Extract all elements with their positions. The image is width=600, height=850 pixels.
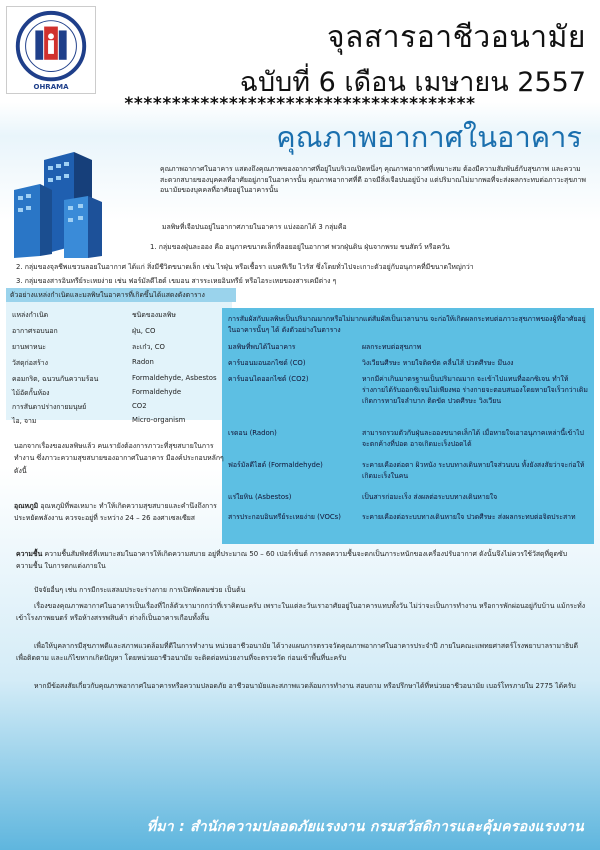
- table-cell: ไอ, จาม: [12, 417, 37, 425]
- table-cell: อากาศรอบนอก: [12, 327, 58, 335]
- table-cell: ฝุ่น, CO: [132, 327, 156, 335]
- source-credit: ที่มา : สำนักความปลอดภัยแรงงาน กรมสวัสดิการและคุ้มครองแรงงาน: [146, 819, 584, 835]
- pollutant-group-2: 2. กลุ่มของจุลชีพแขวนลอยในอากาศ ได้แก่ สิ่งมีชีวิตขนาดเล็ก เช่น ไรฝุ่น หรือเชื้อรา แบคทีเรีย ไวรัส ซึ่งโดยทั่วไปจะเกาะตัวอยู่กับอนุภาคที่มีขนาดใหญ่กว่า: [16, 263, 474, 271]
- table-header-cell: มลพิษที่พบได้ในอาคาร: [228, 343, 296, 351]
- body-paragraph-2: เพื่อให้บุคลากรมีสุขภาพดีและสภาพแวดล้อมที่ดีในการทำงาน หน่วยอาชีวอนามัย ได้วางแผนการตรวจวัดคุณภาพอากาศในอาคารประจำปี ภายในคณะแพทยศาสตร์โรงพยาบาลรามาธิบดี เพื่อติดตาม และแก้ไขหากเกิดปัญหา โดยหน่วยอาชีวอนามัย จะติดต่อหน่วยงานที่จะตรวจวัด ก่อนเข้าพื้นที่นะครับ: [16, 642, 578, 663]
- body-paragraph-1: เรื่องของคุณภาพอากาศในอาคารเป็นเรื่องที่ใกล้ตัวเรามากกว่าที่เราคิดนะครับ เพราะในแต่ละวันเราอาศัยอยู่ในอาคารแทบทั้งวัน ไม่ว่าจะเป็นการทำงาน หรือการพักผ่อนอยู่กับบ้าน แม้กระทั่งเข้าโรงภาพยนตร์ หรือห้างสรรพสินค้า ต่างก็เป็นอาคารเกือบทั้งสิ้น: [16, 602, 586, 623]
- table-cell: หากมีค่าเกินมาตรฐานเป็นปริมาณมาก จะเข้าไปแทนที่ออกซิเจน ทำให้ร่างกายได้รับออกซิเจนไม่เพียงพอ ร่างกายจะตอบสนองโดยหายใจเร็วกว่าเดิม เกิดการหายใจลำบาก ติดขัด ปวดศีรษะ วิงเวียน: [362, 375, 588, 405]
- table-header-cell: ชนิดของมลพิษ: [132, 311, 176, 319]
- humidity-paragraph: [16, 548, 588, 572]
- temperature-paragraph: [14, 500, 224, 525]
- table-row: [12, 416, 232, 433]
- ohrama-logo: [6, 6, 96, 94]
- bulletin-title: จุลสารอาชีวอนามัย: [326, 20, 586, 55]
- humidity-text: ความชื้นสัมพัทธ์ที่เหมาะสมในอาคารให้เกิดความสบาย อยู่ที่ประมาณ 50 – 60 เปอร์เซ็นต์ การลดความชื้นจะตกเป็นภาระหนักของเครื่องปรับอากาศ ดังนั้นจึงไม่ควรใช้วัสดุที่ดูดซับความชื้น ในการตกแต่งภายใน: [16, 550, 568, 571]
- humidity-label: ความชื้น: [16, 550, 43, 558]
- health-effects-table: [222, 308, 594, 544]
- pollutant-group-1: 1. กลุ่มของฝุ่นละออง คือ อนุภาคขนาดเล็กที่ลอยอยู่ในอากาศ พวกฝุ่นดิน ฝุ่นจากพรม ขนสัตว์ หรือควัน: [150, 243, 450, 251]
- table-header-cell: ผลกระทบต่อสุขภาพ: [362, 343, 422, 351]
- table-row: [12, 342, 232, 359]
- table-cell: สามารถรวมตัวกับฝุ่นละอองขนาดเล็กได้ เมื่อหายใจเอาอนุภาคเหล่านี้เข้าไป จะตกค้างที่ปอด อาจเกิดมะเร็งปอดได้: [362, 429, 584, 448]
- source-table-caption: ตัวอย่างแหล่งกำเนิดและมลพิษในอาคารที่เกิดขึ้นได้แสดงดังตาราง: [6, 288, 236, 302]
- table-cell: Micro-organism: [132, 416, 186, 424]
- table-row: [12, 358, 232, 375]
- pollutant-group-3: 3. กลุ่มของสารอินทรีย์ระเหยง่าย เช่น ฟอร์มัลดีไฮด์ เขมอน สารระเหยอินทรีย์ หรือไอระเหยของสารเคมีต่าง ๆ: [16, 277, 337, 285]
- table-cell: สารประกอบอินทรีย์ระเหยง่าย (VOCs): [228, 513, 341, 521]
- table-cell: ระคายเคืองต่อระบบทางเดินหายใจ ปวดศีรษะ ส่งผลกระทบต่อจิตประสาท: [362, 513, 576, 521]
- issue-title: ฉบับที่ 6 เดือน เมษายน 2557: [239, 67, 586, 98]
- buildings-illustration: [4, 150, 108, 260]
- table-row: [12, 326, 232, 343]
- table-cell: เป็นสารก่อมะเร็ง ส่งผลต่อระบบทางเดินหายใจ: [362, 493, 498, 501]
- table-cell: Formaldehyde, Asbestos: [132, 374, 217, 382]
- comfort-paragraph: นอกจากเรื่องของมลพิษแล้ว คนเรายังต้องการภาวะที่สุขสบายในการทำงาน ซึ่งภาวะความสุขสบายของอากาศในอาคาร มีองค์ประกอบหลักๆ ดังนี้: [14, 442, 224, 475]
- table-cell: คาร์บอนมอนอกไซด์ (CO): [228, 359, 306, 367]
- other-factors: ปัจจัยอื่นๆ เช่น การมีกระแสลมประจะร่างกาย การเปิดพัดลมช่วย เป็นต้น: [34, 586, 246, 594]
- table-cell: แร่ใยหิน (Asbestos): [228, 493, 292, 501]
- table-cell: วิงเวียนศีรษะ หายใจติดขัด คลื่นไส้ ปวดศีรษะ มึนงง: [362, 359, 514, 367]
- table-header-cell: แหล่งกำเนิด: [12, 311, 49, 319]
- health-table-intro: การสัมผัสกับมลพิษเป็นปริมาณมากหรือไม่มากแต่สัมผัสเป็นเวลานาน จะก่อให้เกิดผลกระทบต่อภาวะสุขภาพของผู้ที่อาศัยอยู่ในอาคารนั้นๆ ได้ ดังตัวอย่างในตาราง: [228, 315, 586, 334]
- table-cell: ละเก๋ว, CO: [132, 343, 165, 351]
- logo-emblem: [7, 7, 95, 93]
- pollutant-classification: มลพิษที่เจือปนอยู่ในอากาศภายในอาคาร แบ่งออกได้ 3 กลุ่มคือ: [162, 223, 347, 231]
- intro-paragraph: คุณภาพอากาศในอาคาร แสดงถึงคุณภาพของอากาศที่อยู่ในบริเวณปิดหนึ่งๆ คุณภาพอากาศที่เหมาะสม ต้องมีความสัมพันธ์กับสุขภาพ และความสะดวกสบายของบุคคลที่อาศัยอยู่ภายในอาคารนั้น คุณภาพอากาศที่ดี อาจมีสิ่งเจือปนอยู่บ้าง แต่ปริมาณไม่มากพอที่จะส่งผลกระทบต่อภาวะสุขภาพอนามัยของบุคคลที่อาศัยอยู่ในอาคารนั้น: [160, 165, 586, 195]
- body-paragraph-3: หากมีข้อสงสัยเกี่ยวกับคุณภาพอากาศในอาคารหรือความปลอดภัย อาชีวอนามัยและสภาพแวดล้อมการทำงาน สอบถาม หรือปรึกษาได้ที่หน่วยอาชีวอนามัย เบอร์โทรภายใน 2775 ได้ครับ: [34, 682, 576, 690]
- table-cell: ฟอร์มัลดีไฮด์ (Formaldehyde): [228, 461, 323, 469]
- article-headline: คุณภาพอากาศในอาคาร: [276, 120, 582, 154]
- table-cell: ไม้อัดกั้นห้อง: [12, 389, 50, 397]
- source-table: [6, 302, 232, 425]
- table-header-row: [12, 310, 232, 327]
- table-cell: Radon: [132, 358, 154, 366]
- table-cell: วัสดุก่อสร้าง: [12, 359, 49, 367]
- table-cell: คอมกริต, ฉนวนกันความร้อน: [12, 375, 99, 383]
- temperature-label: อุณหภูมิ: [14, 502, 39, 510]
- logo-text: OHRAMA: [33, 83, 69, 91]
- table-cell: เรดอน (Radon): [228, 429, 277, 437]
- temperature-text: อุณหภูมิที่พอเหมาะ ทำให้เกิดความสุขสบายและคำนึงถึงการประหยัดพลังงาน ควรจะอยู่ที่ ระหว่าง 24 – 26 องศาเซลเซียส: [14, 502, 217, 523]
- table-cell: CO2: [132, 402, 147, 410]
- table-cell: ยานพาหนะ: [12, 343, 46, 351]
- table-cell: คาร์บอนไดออกไซด์ (CO2): [228, 375, 309, 383]
- star-divider: *************************************: [124, 94, 476, 114]
- table-cell: การสันดาปร่างกายมนุษย์: [12, 403, 87, 411]
- table-cell: ระคายเคืองต่อตา ผิวหนัง ระบบทางเดินหายใจส่วนบน ทั้งยังสงสัยว่าจะก่อให้เกิดมะเร็งในคน: [362, 461, 585, 480]
- table-cell: Formaldehyde: [132, 388, 182, 396]
